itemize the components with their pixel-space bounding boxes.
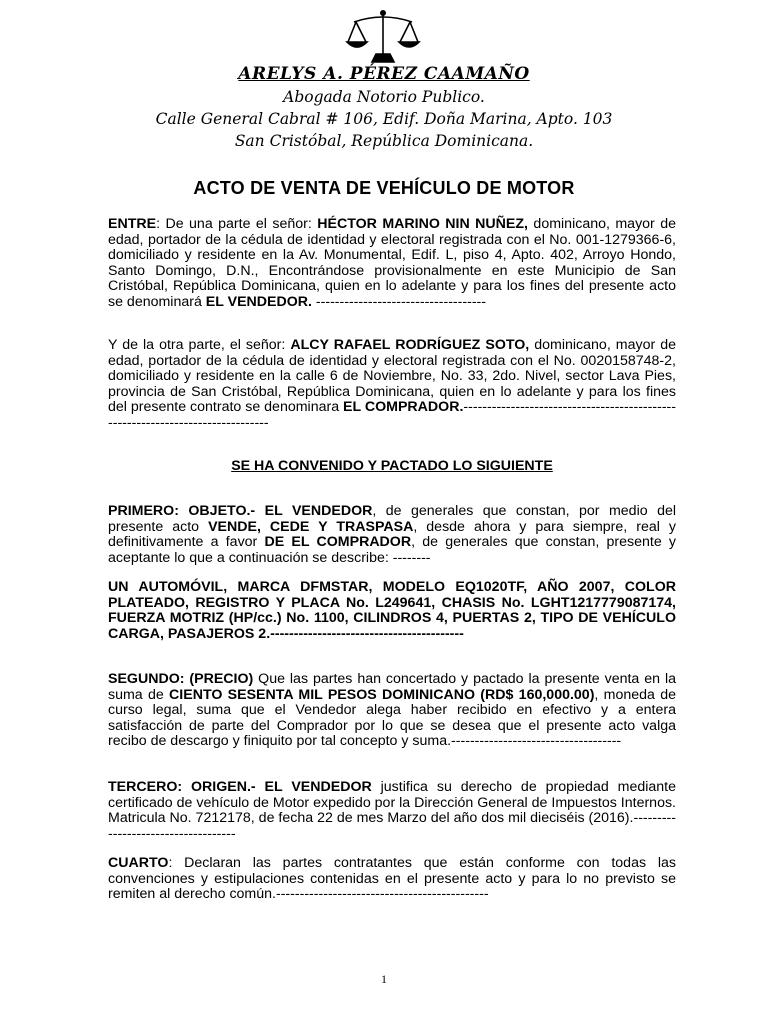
page-number: 1: [381, 972, 387, 986]
tercero-text: justifica su derecho de propiedad mediante certificado de vehículo de Motor expedido por la Dirección General de Impuestos Internos. Matricula No. 7212178, de fecha 22 de mes Marzo del año dos mil dieciséis (2016).------------------------------------: [108, 779, 676, 842]
vehicle-description: UN AUTOMÓVIL, MARCA DFMSTAR, MODELO EQ1020TF, AÑO 2007, COLOR PLATEADO, REGISTRO Y PLACA No. L249641, CHASIS No. LGHT1217779087174, FUERZA MOTRIZ (HP/cc.) No. 1100, CILINDROS 4, PUERTAS 2, TIPO DE VEHÍCULO CARGA, PASAJEROS 2.-----------------------------------------: [108, 579, 676, 642]
seller-name: HÉCTOR MARINO NIN NUÑEZ,: [317, 216, 528, 232]
otra-dashes: -------------------------------------------------------------------------------: [108, 399, 676, 431]
cuarto-text: : Declaran las partes contratantes que están conforme con todas las convenciones y estipulaciones contenidas en el presente acto y para lo no previsto se remiten al derecho común.---------------------------------------------: [108, 855, 676, 903]
paragraph-tercero: [108, 780, 676, 842]
paragraph-segundo: [108, 672, 676, 750]
otra-text-2: dominicano, mayor de edad, portador de la cédula de identidad y electoral registrada con el No. 0020158748-2, domiciliado y residente en la calle 6 de Noviembre, No. 33, 2do. Nivel, sector Lava Pies, provincia de San Cristóbal, República Dominicana, quien en lo adelante y para los fines del presente contrato se denominara: [108, 337, 676, 416]
segundo-label: SEGUNDO: (PRECIO): [108, 671, 254, 687]
buyer-role: EL COMPRADOR.: [343, 399, 464, 416]
buyer-name: ALCY RAFAEL RODRÍGUEZ SOTO,: [290, 337, 530, 353]
seller-role: EL VENDEDOR.: [205, 293, 312, 310]
lawyer-title: Abogada Notorio Publico.: [283, 88, 485, 106]
entre-label: ENTRE: [108, 216, 157, 232]
otra-text: Y de la otra parte, el señor:: [108, 337, 291, 353]
lawyer-name: ARELYS A. PÉREZ CAAMAÑO: [238, 64, 530, 84]
price-amount: CIENTO SESENTA MIL PESOS DOMINICANO (RD$ 160,000.00): [169, 686, 595, 703]
primero-text-3: , de generales que constan, presente y aceptante lo que a continuación se describe: --------: [108, 534, 677, 566]
primero-text-2: , desde ahora y para siempre, real y definitivamente a favor: [108, 518, 677, 551]
segundo-text: Que las partes han concertado y pactado la presente venta en la suma de: [108, 671, 676, 703]
agreement-heading: SE HA CONVENIDO Y PACTADO LO SIGUIENTE: [231, 458, 553, 474]
primero-buyer: DE EL COMPRADOR: [264, 534, 412, 551]
tercero-label: TERCERO: ORIGEN.- EL VENDEDOR: [108, 779, 372, 795]
entre-dashes: ------------------------------------: [311, 293, 486, 310]
entre-text: : De una parte el señor:: [156, 216, 318, 232]
entre-text-2: dominicano, mayor de edad, portador de la cédula de identidad y electoral registrada con el No. 001-1279366-6, domiciliado y residente en la Av. Monumental, Edif. L, piso 4, Apto. 402, Arroyo Hondo, Santo Domingo, D.N., Encontrándose provisionalmente en este Municipio de San Cristóbal, República Dominicana, quien en lo adelante y para los fines del presente acto se denominará: [108, 216, 677, 310]
segundo-text-2: , moneda de curso legal, suma que el Vendedor alega haber recibido en efectivo y a entera satisfacción de parte del Comprador por lo que se desea que el presente acto valga recibo de descargo y finiquito por tal concepto y suma.------------------------------------: [108, 686, 676, 750]
primero-verbs: VENDE, CEDE Y TRASPASA: [208, 518, 414, 535]
cuarto-label: CUARTO: [108, 855, 169, 871]
office-city: San Cristóbal, República Dominicana.: [234, 132, 534, 150]
primero-text: , de generales que constan, por medio del presente acto: [108, 503, 677, 535]
paragraph-primero: [108, 504, 676, 566]
paragraph-entre: [108, 217, 676, 311]
paragraph-otra-parte: [108, 338, 676, 432]
document-title: ACTO DE VENTA DE VEHÍCULO DE MOTOR: [193, 178, 575, 198]
office-address: Calle General Cabral # 106, Edif. Doña Marina, Apto. 103: [155, 110, 613, 128]
paragraph-cuarto: [108, 856, 676, 903]
primero-label: PRIMERO: OBJETO.- EL VENDEDOR: [108, 503, 373, 519]
scales-of-justice-icon: [344, 8, 422, 66]
